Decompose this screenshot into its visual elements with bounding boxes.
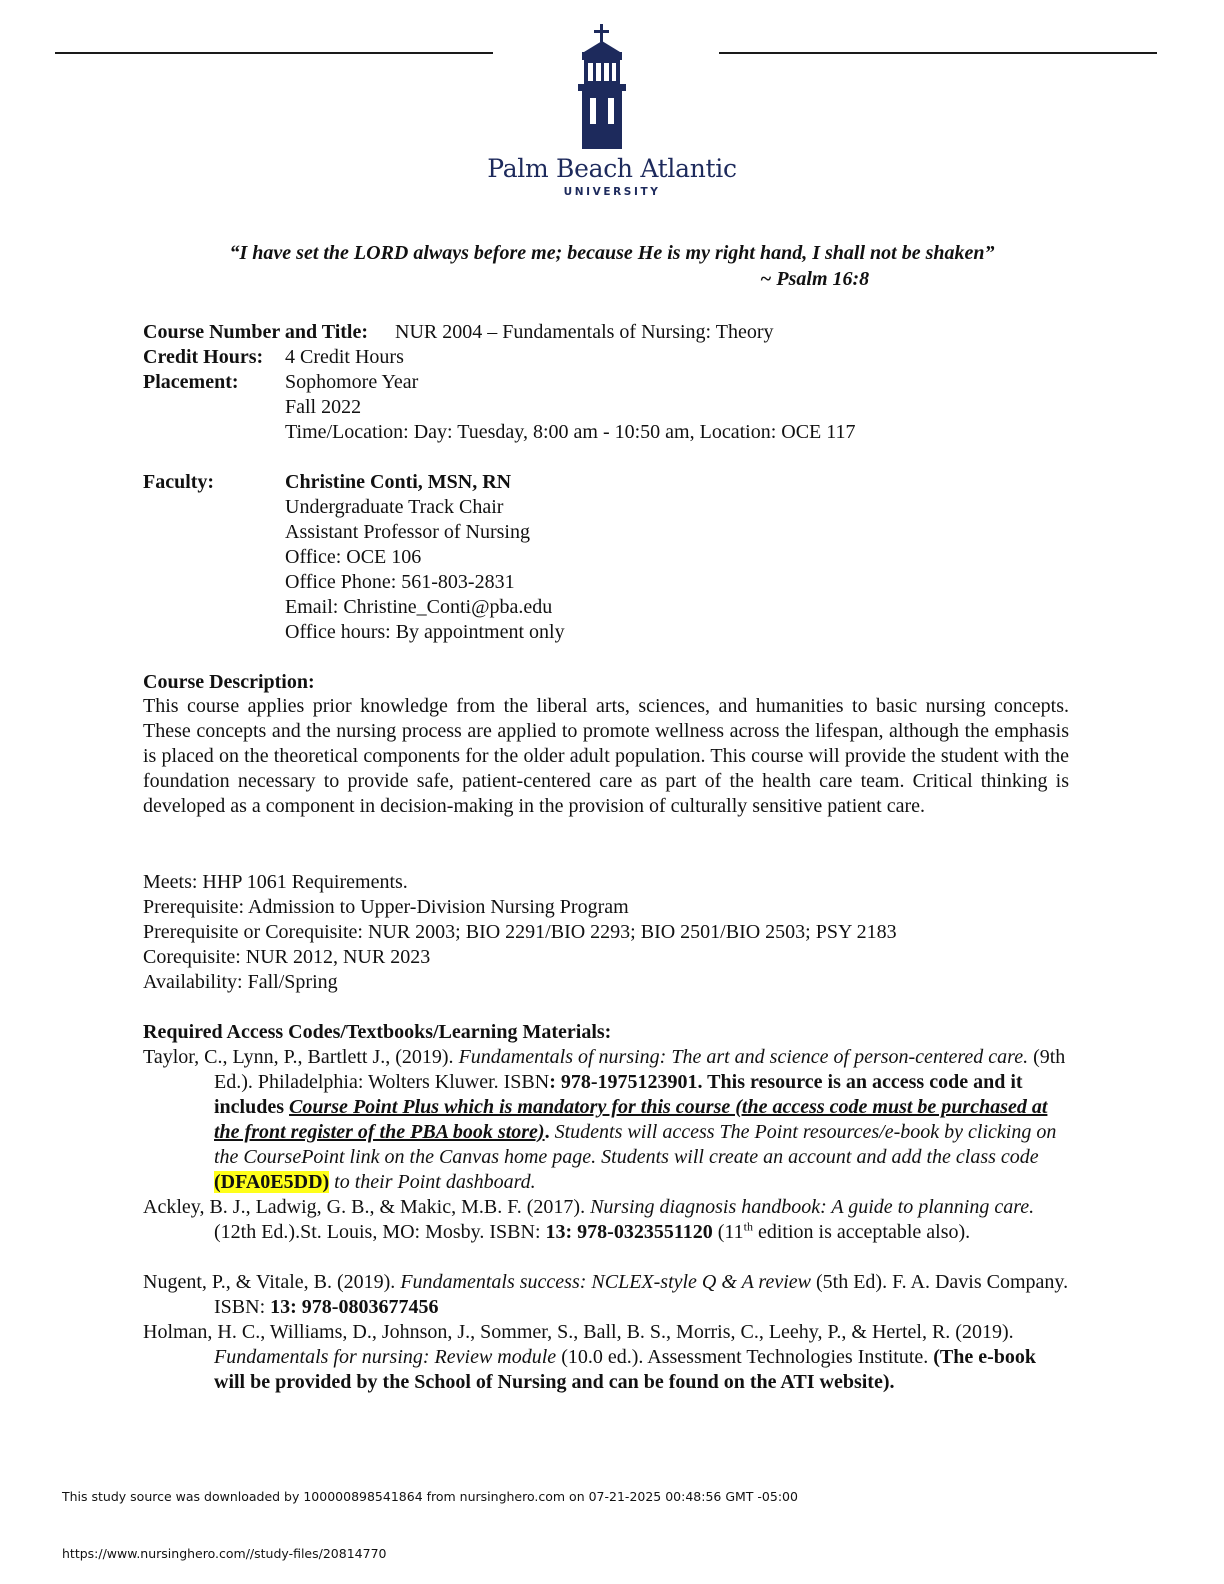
faculty-line: Office hours: By appointment only [285,621,565,643]
scripture-reference: ~ Psalm 16:8 [760,268,870,290]
ref-note: (The e-book will be provided by the School of Nursing and can be found on the ATI website). [214,1346,1037,1393]
faculty-line: Office: OCE 106 [285,546,422,568]
ref-authors: Taylor, C., Lynn, P., Bartlett J., (2019). [143,1046,459,1068]
ref-edition: (10.0 ed.). Assessment Technologies Institute. [556,1346,934,1368]
scripture-quote: “I have set the LORD always before me; because He is my right hand, I shall not be shaken” [229,242,995,264]
ref-isbn-note: : 978-1975123901. This resource is an access code and it includes [214,1071,1023,1118]
requirement-line: Prerequisite: Admission to Upper-Division Nursing Program [143,896,629,918]
ref-title: Fundamentals success: NCLEX-style Q & A review [400,1271,811,1293]
credit-hours-label: Credit Hours: [143,346,264,368]
faculty-label: Faculty: [143,471,215,493]
placement-line: Time/Location: Day: Tuesday, 8:00 am - 10:50 am, Location: OCE 117 [285,421,856,443]
faculty-line: Undergraduate Track Chair [285,496,504,518]
course-description-heading: Course Description: [143,671,315,693]
ref-edition: (9th Ed.). Philadelphia: Wolters Kluwer. ISBN [214,1046,1066,1093]
ref-edition: (12th Ed.).St. Louis, MO: Mosby. ISBN: [214,1221,546,1243]
ref-note: (11 [712,1221,744,1243]
university-subname: UNIVERSITY [563,186,661,198]
header-rule-right [719,52,1157,54]
ref-isbn: 13: 978-0323551120 [545,1221,713,1243]
course-number-label: Course Number and Title: [143,321,369,343]
university-name: Palm Beach Atlantic [487,154,737,183]
ref-instructions: Students will access The Point resources/e-book by clicking on the CoursePoint link on the Canvas home page. Students will create an account and add the class code [214,1121,1057,1168]
ref-authors: Holman, H. C., Williams, D., Johnson, J., Sommer, S., Ball, B. S., Morris, C., Leehy, P., & Hertel, R. (2019). [143,1321,1014,1343]
reference-holman [143,1320,1069,1395]
ref-title: Nursing diagnosis handbook: A guide to planning care. [590,1196,1035,1218]
requirement-line: Availability: Fall/Spring [143,971,338,993]
ref-instructions-end: to their Point dashboard. [329,1171,536,1193]
course-description-text: This course applies prior knowledge from the liberal arts, sciences, and humanities to basic nursing concepts. These concepts and the nursing process are applied to promote wellness across the lifespan, although the emphasis is placed on the theoretical components for the older adult population. This course will provide the student with the foundation necessary to provide safe, patient-centered care as part of the health care team. Critical thinking is developed as a component in decision-making in the provision of culturally sensitive patient care. [143,695,1069,817]
ref-note: edition is acceptable also). [753,1221,971,1243]
requirement-line: Meets: HHP 1061 Requirements. [143,871,408,893]
reference-nugent [143,1270,1069,1320]
reference-ackley [143,1195,1069,1245]
faculty-line: Office Phone: 561-803-2831 [285,571,515,593]
class-code-highlight: (DFA0E5DD) [214,1171,330,1193]
requirement-line: Prerequisite or Corequisite: NUR 2003; BIO 2291/BIO 2293; BIO 2501/BIO 2503; PSY 2183 [143,921,897,943]
placement-line: Sophomore Year [285,371,419,393]
ref-note-sup: th [743,1219,753,1234]
header-rule-left [55,52,493,54]
ref-authors: Ackley, B. J., Ladwig, G. B., & Makic, M.B. F. (2017). [143,1196,591,1218]
ref-edition: (5th Ed). F. A. Davis Company. ISBN: [214,1271,1069,1318]
ref-isbn: 13: 978-0803677456 [270,1296,439,1318]
ref-mandatory-note: Course Point Plus which is mandatory for this course (the access code must be purchased at the front register of the PBA book store) [214,1096,1048,1143]
course-number-value: NUR 2004 – Fundamentals of Nursing: Theory [395,321,774,343]
credit-hours-value: 4 Credit Hours [285,346,404,368]
ref-title: Fundamentals of nursing: The art and science of person-centered care. [458,1046,1029,1068]
ref-authors: Nugent, P., & Vitale, B. (2019). [143,1271,401,1293]
placement-label: Placement: [143,371,239,393]
faculty-line: Email: Christine_Conti@pba.edu [285,596,553,618]
download-note: This study source was downloaded by 100000898541864 from nursinghero.com on 07-21-2025 00:48:56 GMT -05:00 [62,1489,798,1504]
university-tower-logo [568,22,636,150]
ref-punctuation: . [544,1121,555,1143]
faculty-name: Christine Conti, MSN, RN [285,471,512,493]
source-url-link[interactable]: https://www.nursinghero.com//study-files/20814770 [62,1546,387,1561]
materials-heading: Required Access Codes/Textbooks/Learning Materials: [143,1021,612,1043]
requirement-line: Corequisite: NUR 2012, NUR 2023 [143,946,431,968]
placement-line: Fall 2022 [285,396,362,418]
faculty-line: Assistant Professor of Nursing [285,521,530,543]
reference-taylor [143,1045,1069,1195]
ref-title: Fundamentals for nursing: Review module [214,1346,557,1368]
